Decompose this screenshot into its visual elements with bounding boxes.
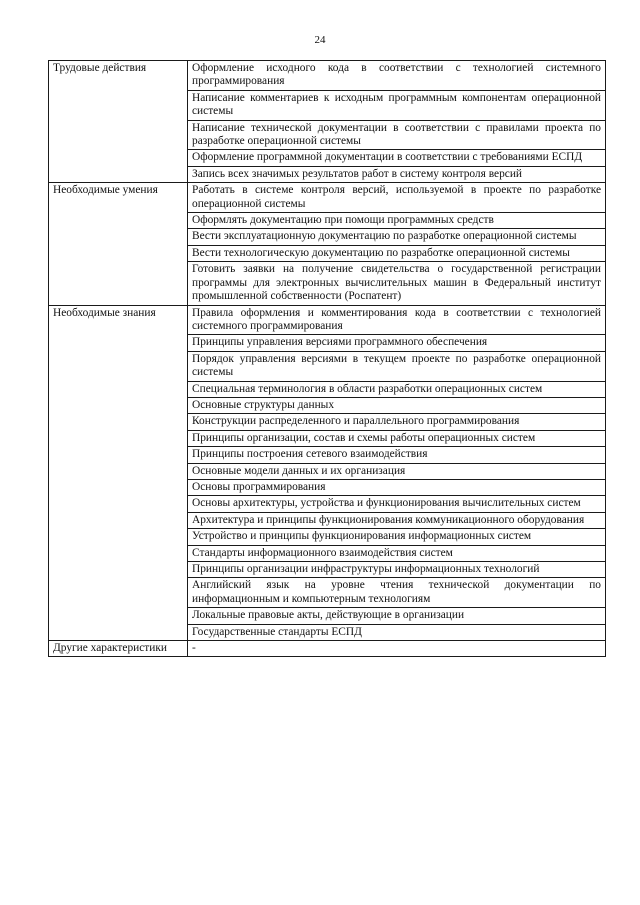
section-item: Принципы управления версиями программного обеспечения: [188, 335, 606, 351]
table-row: [49, 183, 606, 213]
section-item: Принципы организации инфраструктуры информационных технологий: [188, 562, 606, 578]
section-item: Архитектура и принципы функционирования коммуникационного оборудования: [188, 512, 606, 528]
section-item: Государственные стандарты ЕСПД: [188, 624, 606, 640]
page-number: 24: [314, 34, 326, 46]
table-row: [49, 641, 606, 657]
section-item: Готовить заявки на получение свидетельства о государственной регистрации программы для электронных вычислительных машин в Федеральный институт промышленной собственности (Роспатент): [188, 262, 606, 305]
section-item: Стандарты информационного взаимодействия систем: [188, 545, 606, 561]
section-label: Трудовые действия: [49, 61, 188, 183]
section-item: Локальные правовые акты, действующие в организации: [188, 608, 606, 624]
section-item: Устройство и принципы функционирования информационных систем: [188, 529, 606, 545]
section-item: Конструкции распределенного и параллельного программирования: [188, 414, 606, 430]
section-item: Оформлять документацию при помощи программных средств: [188, 213, 606, 229]
section-item: Правила оформления и комментирования кода в соответствии с технологией системного программирования: [188, 305, 606, 335]
table-row: [49, 61, 606, 91]
section-item: Английский язык на уровне чтения технической документации по информационным и компьютерным технологиям: [188, 578, 606, 608]
section-item: Работать в системе контроля версий, используемой в проекте по разработке операционной системы: [188, 183, 606, 213]
requirements-table: [48, 60, 606, 657]
section-item: Принципы организации, состав и схемы работы операционных систем: [188, 430, 606, 446]
section-label: Необходимые знания: [49, 305, 188, 641]
section-label: Другие характеристики: [49, 641, 188, 657]
section-item: Вести эксплуатационную документацию по разработке операционной системы: [188, 229, 606, 245]
section-item: Порядок управления версиями в текущем проекте по разработке операционной системы: [188, 351, 606, 381]
section-item: Принципы построения сетевого взаимодействия: [188, 447, 606, 463]
section-item: -: [188, 641, 606, 657]
section-item: Запись всех значимых результатов работ в систему контроля версий: [188, 166, 606, 182]
section-item: Вести технологическую документацию по разработке операционной системы: [188, 245, 606, 261]
section-item: Основы архитектуры, устройства и функционирования вычислительных систем: [188, 496, 606, 512]
table-row: [49, 305, 606, 335]
section-item: Оформление исходного кода в соответствии с технологией системного программирования: [188, 61, 606, 91]
requirements-table-body: [49, 61, 606, 657]
section-item: Написание комментариев к исходным программным компонентам операционной системы: [188, 90, 606, 120]
section-label: Необходимые умения: [49, 183, 188, 305]
section-item: Специальная терминология в области разработки операционных систем: [188, 381, 606, 397]
section-item: Основные структуры данных: [188, 397, 606, 413]
section-item: Основные модели данных и их организация: [188, 463, 606, 479]
section-item: Оформление программной документации в соответствии с требованиями ЕСПД: [188, 150, 606, 166]
section-item: Написание технической документации в соответствии с правилами проекта по разработке операционной системы: [188, 120, 606, 150]
section-item: Основы программирования: [188, 479, 606, 495]
